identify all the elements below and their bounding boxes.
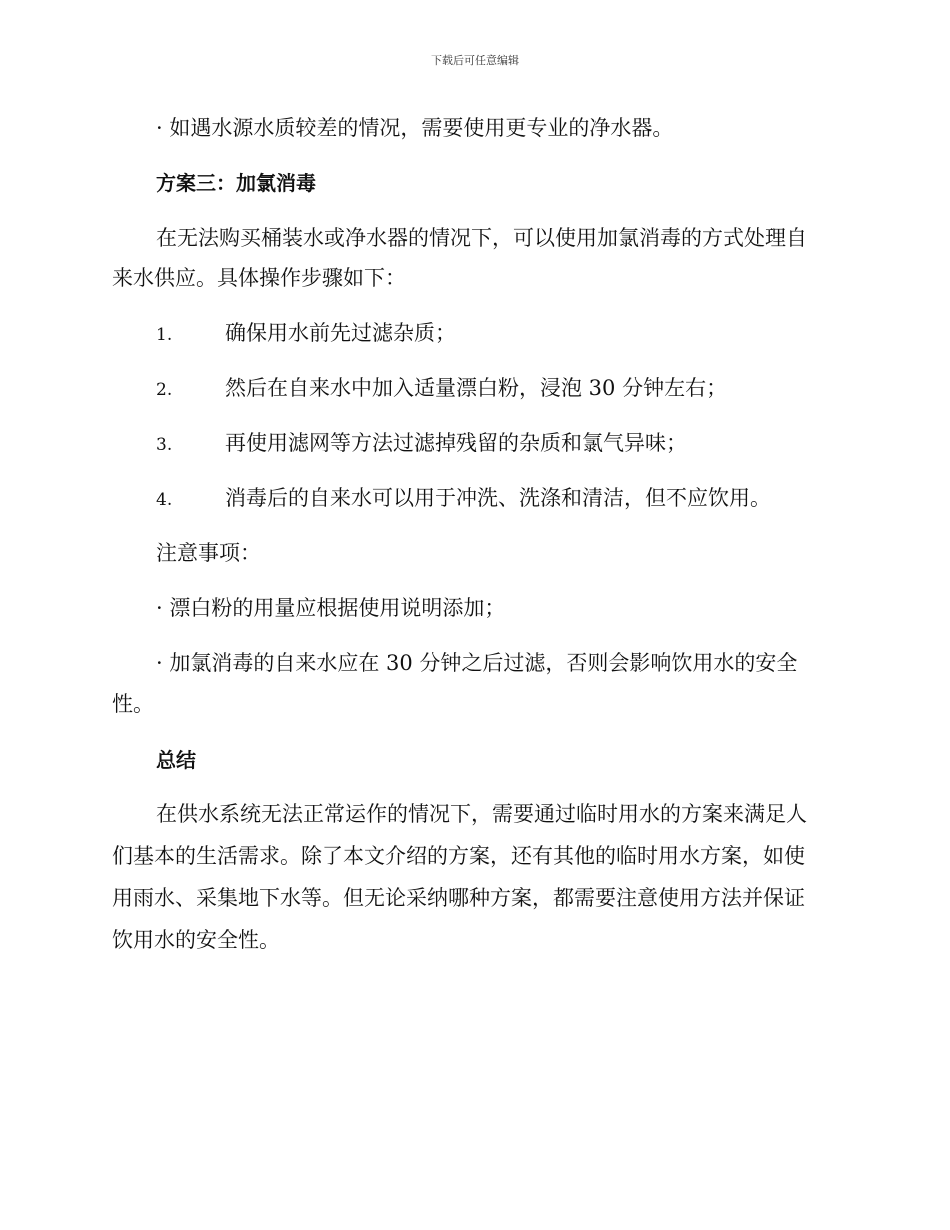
step-text-4: 消毒后的自来水可以用于冲洗、洗涤和清洁，但不应饮用。 xyxy=(225,486,771,510)
step-text-3: 再使用滤网等方法过滤掉残留的杂质和氯气异味； xyxy=(225,431,687,455)
step-number-4: 4. xyxy=(156,490,173,510)
notes-label: 注意事项： xyxy=(156,541,261,565)
summary-line3: 用雨水、采集地下水等。但无论采纳哪种方案，都需要注意使用方法并保证 xyxy=(112,886,805,910)
intro-paragraph-line2: 来水供应。具体操作步骤如下： xyxy=(112,266,406,290)
step-number-2: 2. xyxy=(156,380,173,400)
step-number-3: 3. xyxy=(156,435,173,455)
page-header: 下载后可任意编辑 xyxy=(431,54,519,67)
intro-paragraph-line1: 在无法购买桶装水或净水器的情况下，可以使用加氯消毒的方式处理自 xyxy=(156,226,807,250)
note-filter-timing-line1: · 加氯消毒的自来水应在 30 分钟之后过滤，否则会影响饮用水的安全 xyxy=(156,651,798,675)
step-number-1: 1. xyxy=(156,325,173,345)
summary-line4: 饮用水的安全性。 xyxy=(112,928,280,952)
note-bleach-dosage: · 漂白粉的用量应根据使用说明添加； xyxy=(156,596,506,620)
summary-line1: 在供水系统无法正常运作的情况下，需要通过临时用水的方案来满足人 xyxy=(156,802,807,826)
summary-line2: 们基本的生活需求。除了本文介绍的方案，还有其他的临时用水方案，如使 xyxy=(112,844,805,868)
section-heading-summary: 总结 xyxy=(156,748,196,772)
section-heading-chlorination: 方案三：加氯消毒 xyxy=(156,171,316,195)
bullet-water-quality: · 如遇水源水质较差的情况，需要使用更专业的净水器。 xyxy=(156,116,674,140)
note-filter-timing-line2: 性。 xyxy=(112,692,154,716)
step-text-2: 然后在自来水中加入适量漂白粉，浸泡 30 分钟左右； xyxy=(225,376,728,400)
step-text-1: 确保用水前先过滤杂质； xyxy=(225,321,456,345)
